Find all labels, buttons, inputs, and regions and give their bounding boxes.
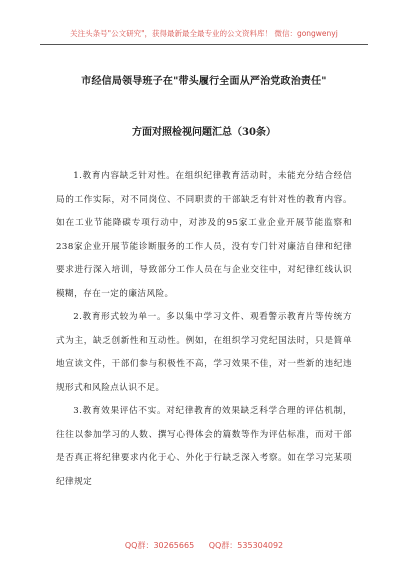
footer-qq-group-1: QQ群：30265665 xyxy=(124,541,195,550)
paragraph-1: 1.教育内容缺乏针对性。在组织纪律教育活动时，未能充分结合经信局的工作实际，对不同岗位、不同职责的干部缺乏有针对性的教育内容。如在工业节能降碳专项行动中，对涉及的95家工业企业开展节能监察和238家企业开展节能诊断服务的工作人员，没有专门针对廉洁自律和纪律要求进行深入培训，导致部分工作人员在与企业交往中，对纪律红线认识模糊，存在一定的廉洁风险。 xyxy=(56,171,352,299)
header-note: 关注头条号"公文研究"，获得最新最全最专业的公文资料库！ 微信：gongwenyj xyxy=(70,29,338,38)
footer-qq-group-2: QQ群：535304092 xyxy=(208,541,284,550)
paragraph-3: 3.教育效果评估不实。对纪律教育的效果缺乏科学合理的评估机制，往往以参加学习的人数、撰写心得体会的篇数等作为评估标准，而对干部是否真正将纪律要求内化于心、外化于行缺乏深入考察。如在学习完某项纪律规定 xyxy=(56,406,352,487)
paragraph-2: 2.教育形式较为单一。多以集中学习文件、观看警示教育片等传统方式为主，缺乏创新性和互动性。例如，在组织学习党纪国法时，只是简单地宣读文件，干部们参与积极性不高，学习效果不佳，对一些新的违纪违规形式和风险点认识不足。 xyxy=(56,312,352,393)
document-body xyxy=(56,165,352,494)
document-title-line2: 方面对照检视问题汇总（30条） xyxy=(132,127,276,138)
document-title-line1: 市经信局领导班子在"带头履行全面从严治党政治责任" xyxy=(81,76,327,87)
footer xyxy=(0,540,408,551)
header-divider xyxy=(40,44,368,45)
